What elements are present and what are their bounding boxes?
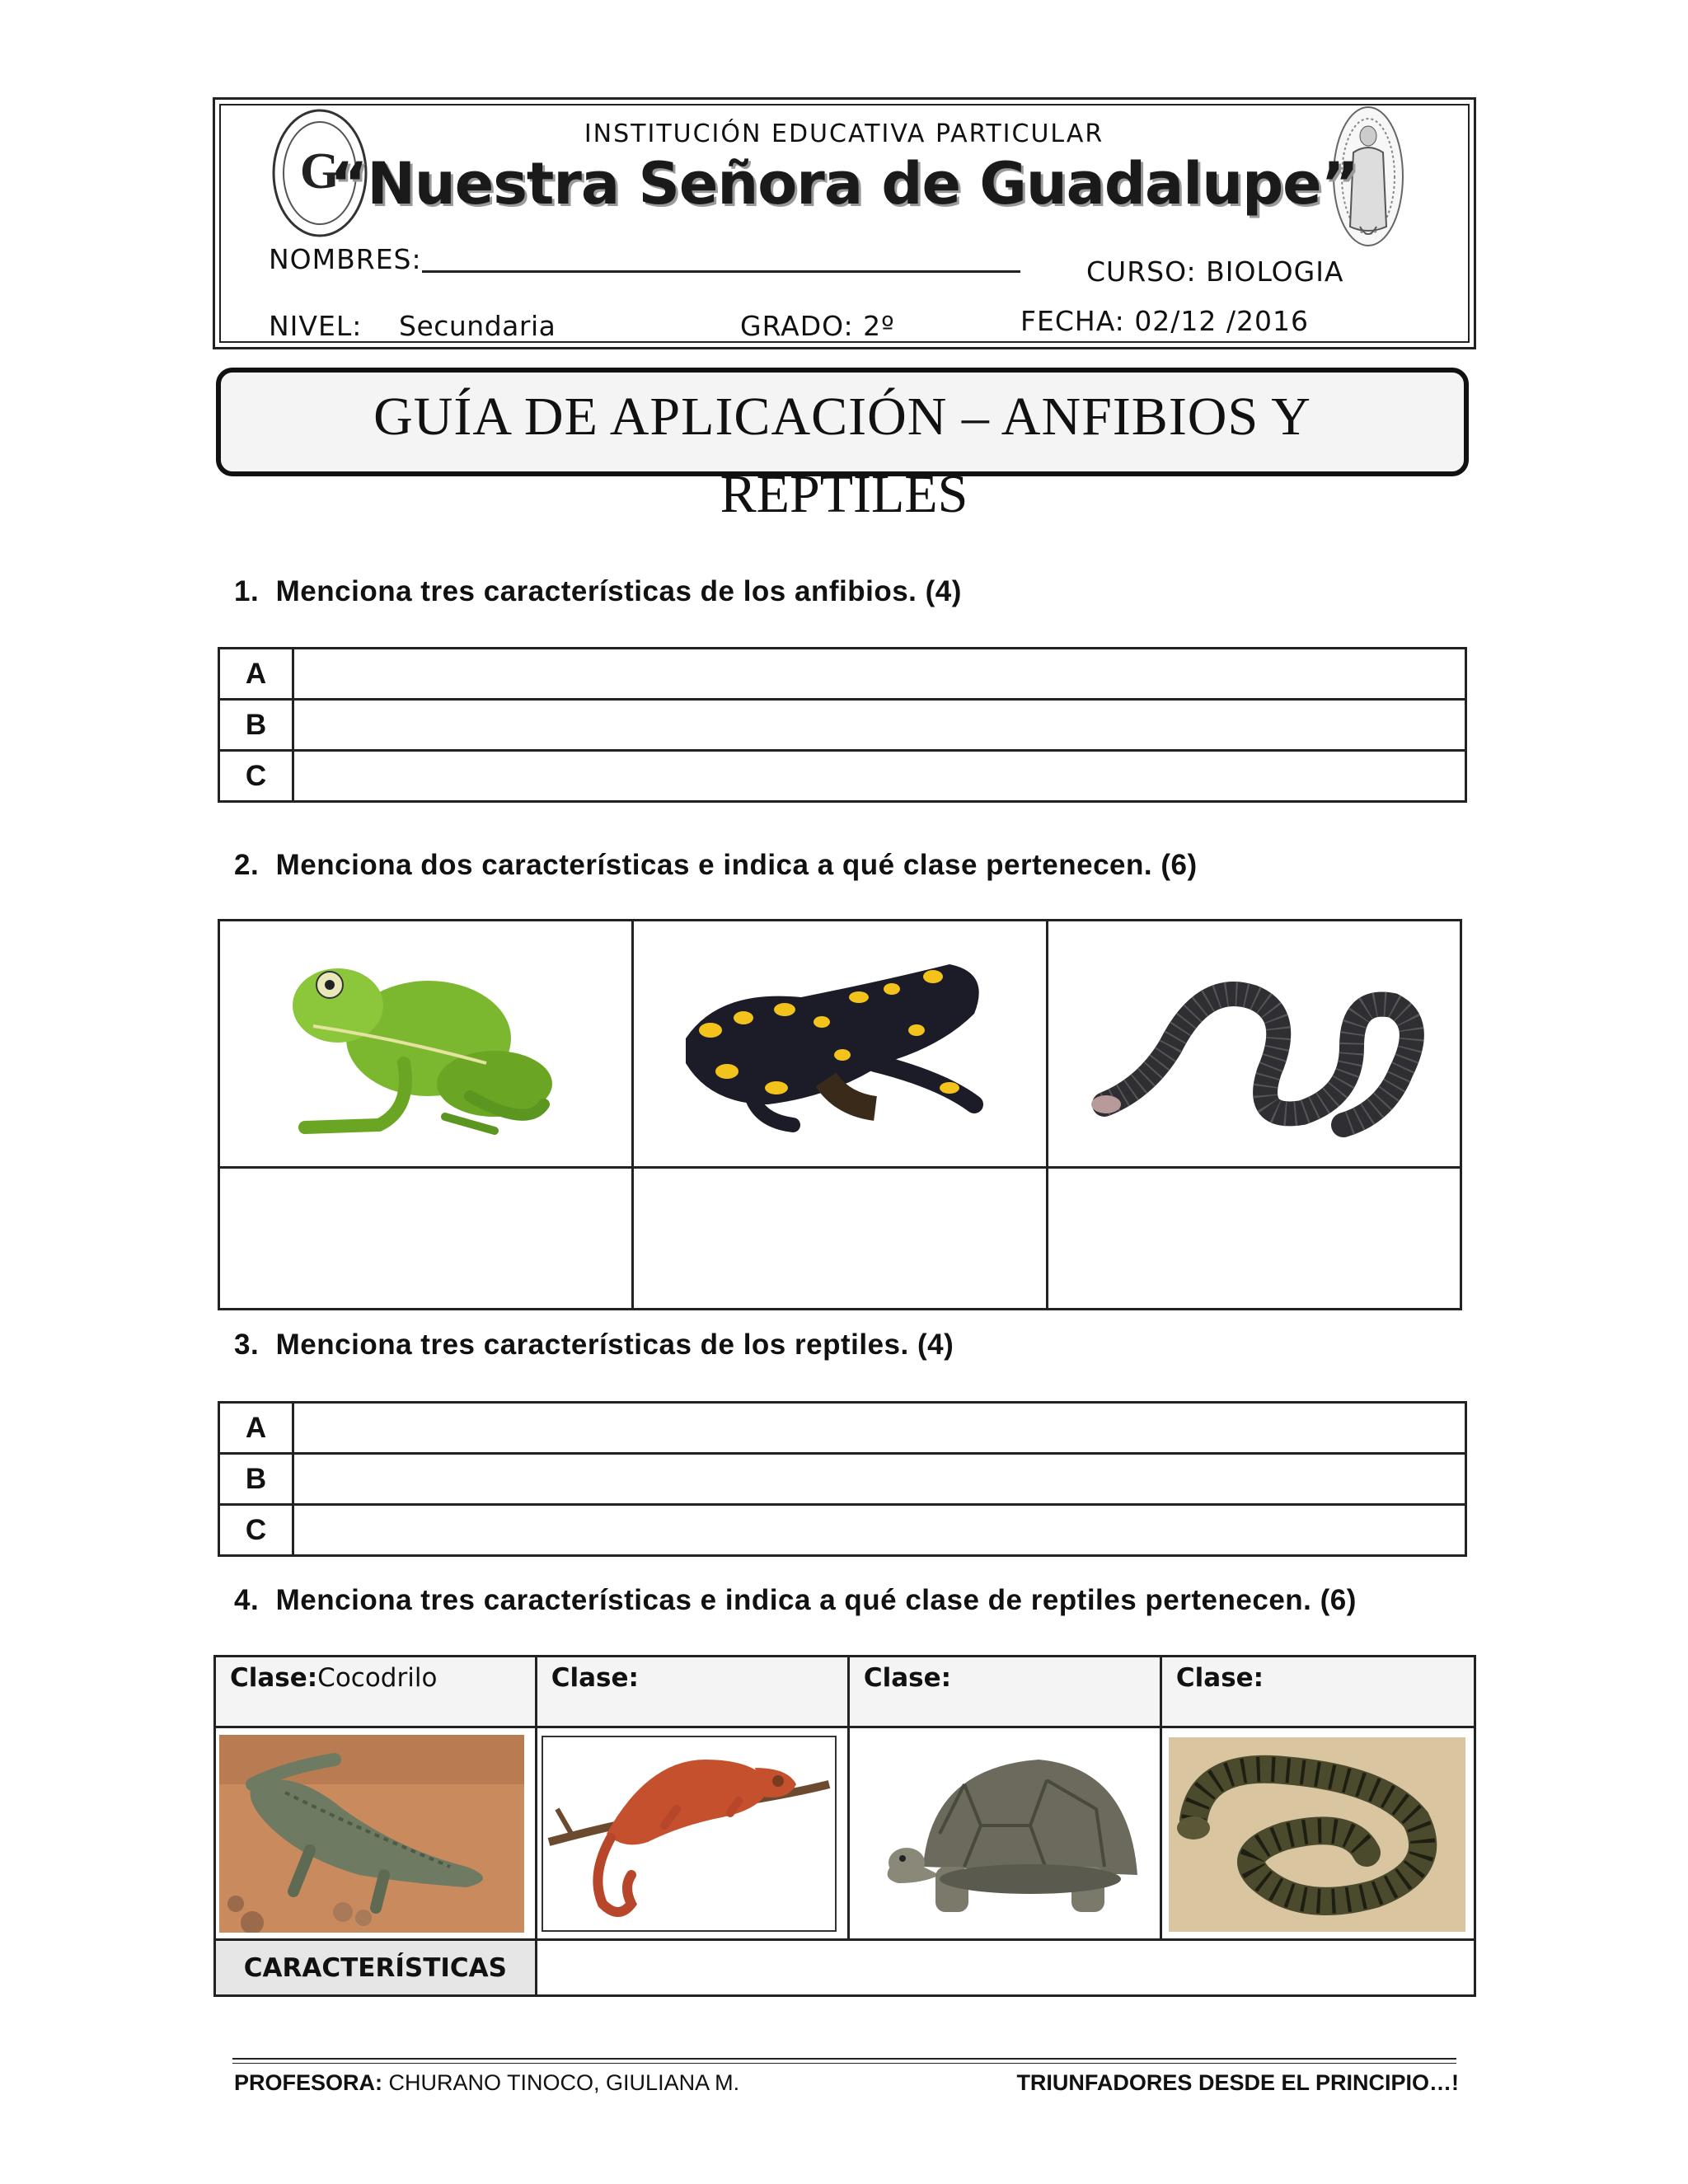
answer-table-1 [218,647,1467,803]
row-label: B [219,700,293,751]
question-3-number: 3. [234,1329,260,1361]
row-label: A [219,649,293,700]
question-3 [234,1329,954,1361]
fecha-value: 02/12 /2016 [1134,305,1310,337]
grado-field [740,310,895,342]
grado-value: 2º [863,310,895,342]
row-label: C [219,751,293,802]
answer-cell[interactable] [633,1168,1047,1310]
answer-cell[interactable] [219,1168,633,1310]
question-1 [234,575,962,608]
logo-letter: G [299,143,340,199]
snake-image [1169,1737,1465,1932]
answer-cell[interactable] [293,700,1466,751]
table-row [219,700,1466,751]
grado-label: GRADO: [740,310,854,342]
caracteristicas-answer-cell[interactable] [536,1940,1475,1996]
answer-cell[interactable] [293,1505,1466,1556]
fecha-label: FECHA: [1020,305,1125,337]
clase-value: Cocodrilo [317,1663,438,1693]
clase-cell[interactable] [536,1657,848,1727]
table-row [219,1403,1466,1454]
chameleon-image [541,1735,837,1933]
salamander-image [669,940,999,1137]
table-row [219,1168,1461,1310]
question-2 [234,849,1198,882]
question-1-number: 1. [234,575,260,607]
row-label: B [219,1454,293,1505]
question-4 [234,1584,1357,1617]
clase-label: Clase: [1175,1663,1264,1693]
clase-cell[interactable] [215,1657,537,1727]
institution-label: INSTITUCIÓN EDUCATIVA PARTICULAR [584,120,1104,148]
profesora-label: PROFESORA: [234,2070,383,2095]
row-label: A [219,1403,293,1454]
answer-cell[interactable] [293,1403,1466,1454]
table-row [219,1454,1466,1505]
question-1-text: Menciona tres características de los anfibios. (4) [275,575,962,607]
question-3-text: Menciona tres características de los reptiles. (4) [275,1329,954,1361]
clase-label: Clase: [551,1663,639,1693]
nivel-value: Secundaria [399,310,556,342]
caracteristicas-label: CARACTERÍSTICAS [215,1940,537,1996]
row-label: C [219,1505,293,1556]
question-2-text: Menciona dos características e indica a qué clase pertenecen. (6) [275,849,1198,881]
title-line-1: GUÍA DE APLICACIÓN – ANFIBIOS Y [373,387,1311,447]
caecilian-image [1088,948,1434,1137]
table-row [219,751,1466,802]
footer-divider [232,2058,1456,2060]
answer-cell[interactable] [293,1454,1466,1505]
school-name: “Nuestra Señora de Guadalupe” [330,150,1358,218]
table-row [219,649,1466,700]
question-4-text: Menciona tres características e indica a qué clase de reptiles pertenecen. (6) [275,1584,1357,1616]
fecha-field [1020,305,1309,337]
answer-table-3 [218,1401,1467,1557]
profesora-name: CHURANO TINOCO, GIULIANA M. [388,2070,740,2095]
answer-cell[interactable] [293,751,1466,802]
table-row [215,1657,1475,1727]
table-row [219,1505,1466,1556]
title-line-2: REPTILES [720,464,968,524]
nombres-line[interactable] [422,270,1020,273]
frog-image [280,940,560,1146]
clase-label: Clase: [863,1663,951,1693]
nombres-label: NOMBRES: [269,243,422,275]
question-2-number: 2. [234,849,260,881]
curso-label: CURSO: [1086,255,1197,288]
curso-value: BIOLOGIA [1206,255,1344,288]
nivel-label: NIVEL: [269,310,363,342]
clase-cell[interactable] [848,1657,1160,1727]
table-row [215,1940,1475,1996]
answer-cell[interactable] [1047,1168,1461,1310]
question-4-number: 4. [234,1584,260,1616]
profesora-field [234,2070,739,2096]
curso-field [1086,255,1344,288]
footer-motto: TRIUNFADORES DESDE EL PRINCIPIO…! [1016,2070,1459,2095]
clase-label: Clase: [230,1663,318,1693]
clase-cell[interactable] [1160,1657,1475,1727]
answer-cell[interactable] [293,649,1466,700]
tortoise-image [857,1735,1154,1933]
footer-divider [232,2063,1456,2064]
crocodile-image [219,1735,524,1933]
